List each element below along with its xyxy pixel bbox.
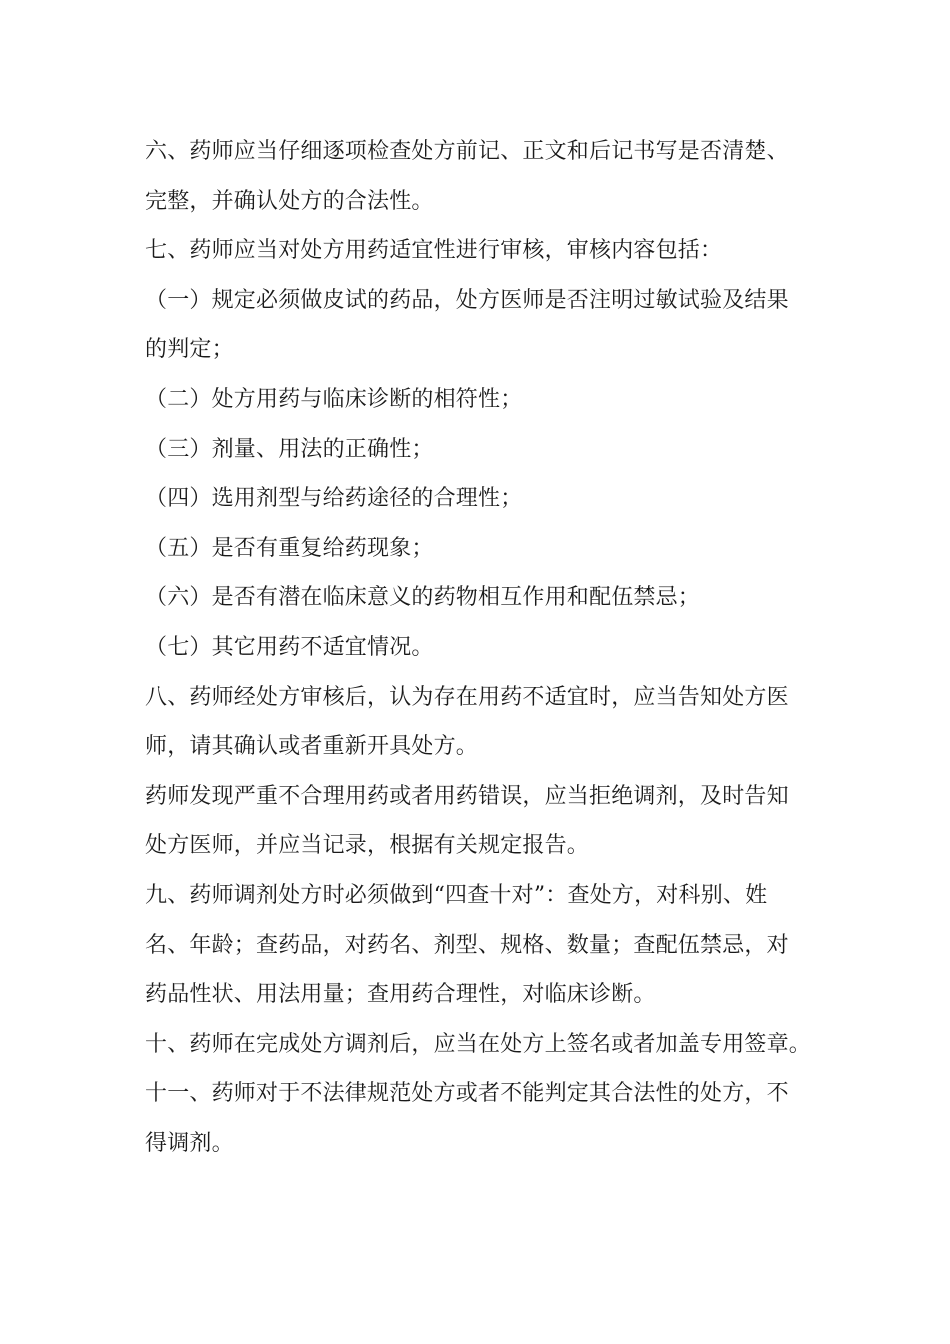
rule-7-item-1-line-1: （一）规定必须做皮试的药品，处方医师是否注明过敏试验及结果	[145, 287, 789, 313]
document-body	[145, 127, 825, 1168]
rule-9-line-1: 九、药师调剂处方时必须做到“四查十对”：查处方，对科别、姓	[145, 882, 768, 908]
rule-6-line-2: 完整，并确认处方的合法性。	[145, 188, 434, 214]
rule-7-item-7: （七）其它用药不适宜情况。	[145, 634, 434, 660]
rule-8-line-1: 八、药师经处方审核后，认为存在用药不适宜时，应当告知处方医	[145, 684, 789, 710]
rule-7-item-4: （四）选用剂型与给药途径的合理性；	[145, 486, 523, 512]
rule-7-item-3: （三）剂量、用法的正确性；	[145, 436, 434, 462]
rule-7-heading: 七、药师应当对处方用药适宜性进行审核，审核内容包括：	[145, 238, 723, 264]
rule-6-line-1: 六、药师应当仔细逐项检查处方前记、正文和后记书写是否清楚、	[145, 139, 789, 164]
rule-10: 十、药师在完成处方调剂后，应当在处方上签名或者加盖专用签章。	[145, 1031, 812, 1057]
rule-7-item-1-line-2: 的判定；	[145, 337, 234, 363]
rule-7-item-5: （五）是否有重复给药现象；	[145, 535, 434, 561]
rule-8-note-line-2: 处方医师，并应当记录，根据有关规定报告。	[145, 833, 590, 859]
rule-8-note-line-1: 药师发现严重不合理用药或者用药错误，应当拒绝调剂，及时告知	[145, 783, 789, 809]
rule-11-line-1: 十一、药师对于不法律规范处方或者不能判定其合法性的处方，不	[145, 1081, 789, 1107]
rule-8-line-2: 师，请其确认或者重新开具处方。	[145, 734, 479, 760]
rule-9-line-3: 药品性状、用法用量；查用药合理性，对临床诊断。	[145, 982, 656, 1008]
rule-11-line-2: 得调剂。	[145, 1130, 234, 1156]
rule-7-item-6: （六）是否有潜在临床意义的药物相互作用和配伍禁忌；	[145, 585, 701, 611]
rule-7-item-2: （二）处方用药与临床诊断的相符性；	[145, 386, 523, 412]
rule-9-line-2: 名、年龄；查药品，对药名、剂型、规格、数量；查配伍禁忌，对	[145, 932, 789, 958]
